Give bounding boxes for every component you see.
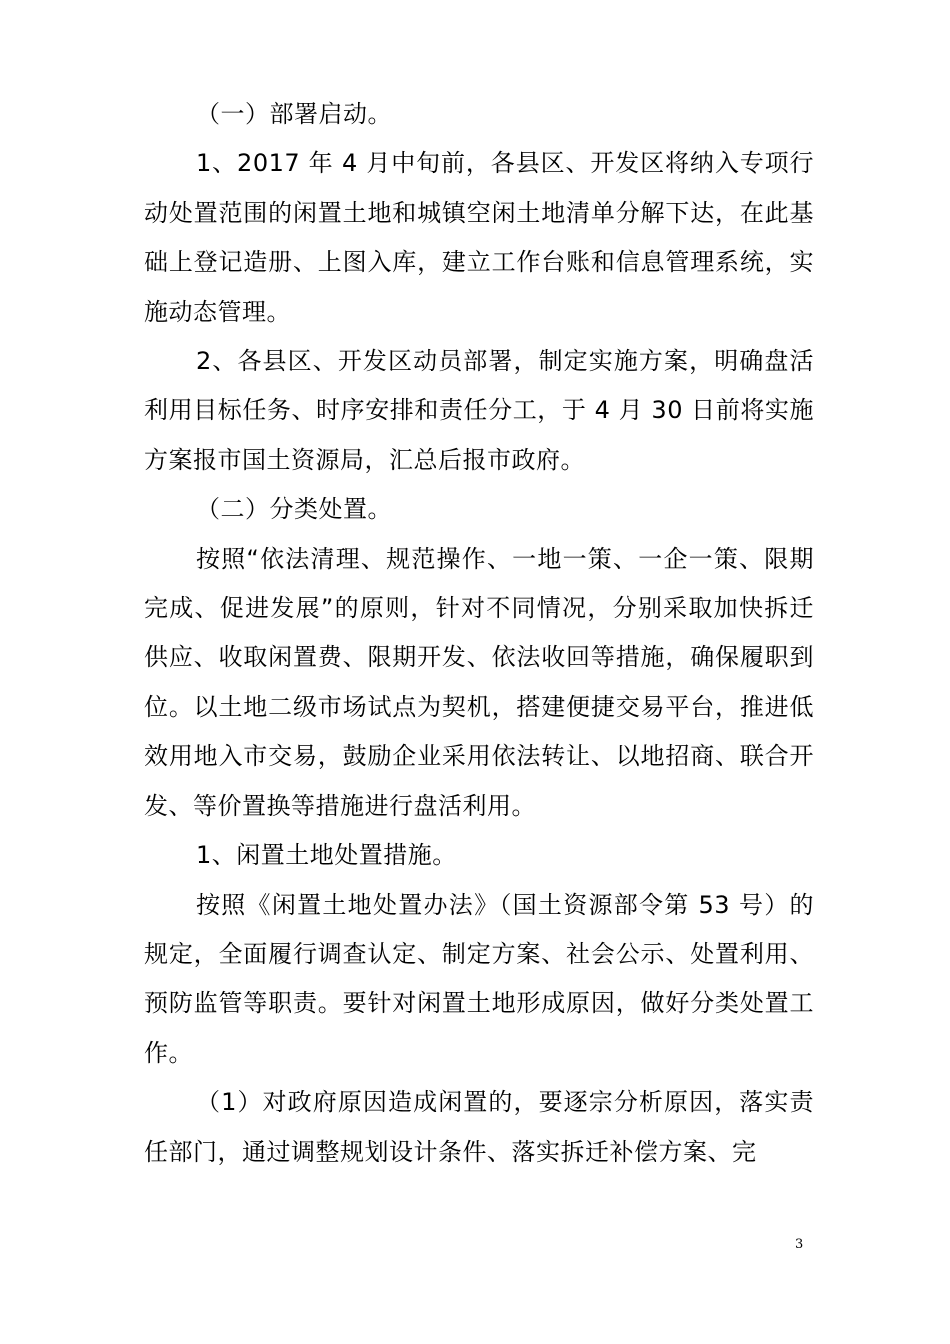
document-body	[144, 90, 814, 1177]
paragraph: 按照《闲置土地处置办法》（国土资源部令第 53 号）的规定，全面履行调查认定、制定方案、社会公示、处置利用、预防监管等职责。要针对闲置土地形成原因，做好分类处置工作。	[144, 890, 814, 1067]
section-heading-deployment: （一）部署启动。	[196, 100, 392, 128]
page-number: 3	[795, 1237, 804, 1252]
paragraph: （1）对政府原因造成闲置的，要逐宗分析原因，落实责任部门，通过调整规划设计条件、落实拆迁补偿方案、完	[144, 1088, 814, 1166]
paragraph: 1、2017 年 4 月中旬前，各县区、开发区将纳入专项行动处置范围的闲置土地和城镇空闲土地清单分解下达，在此基础上登记造册、上图入库，建立工作台账和信息管理系统，实施动态管理。	[144, 149, 814, 326]
subsection-heading-idle-land: 1、闲置土地处置措施。	[196, 841, 457, 870]
paragraph: 按照“依法清理、规范操作、一地一策、一企一策、限期完成、促进发展”的原则，针对不同情况，分别采取加快拆迁供应、收取闲置费、限期开发、依法收回等措施，确保履职到位。以土地二级市场试点为契机，搭建便捷交易平台，推进低效用地入市交易，鼓励企业采用依法转让、以地招商、联合开发、等价置换等措施进行盘活利用。	[144, 544, 814, 820]
section-heading-classification: （二）分类处置。	[196, 495, 392, 524]
paragraph: 2、各县区、开发区动员部署，制定实施方案，明确盘活利用目标任务、时序安排和责任分工，于 4 月 30 日前将实施方案报市国土资源局，汇总后报市政府。	[144, 347, 814, 474]
